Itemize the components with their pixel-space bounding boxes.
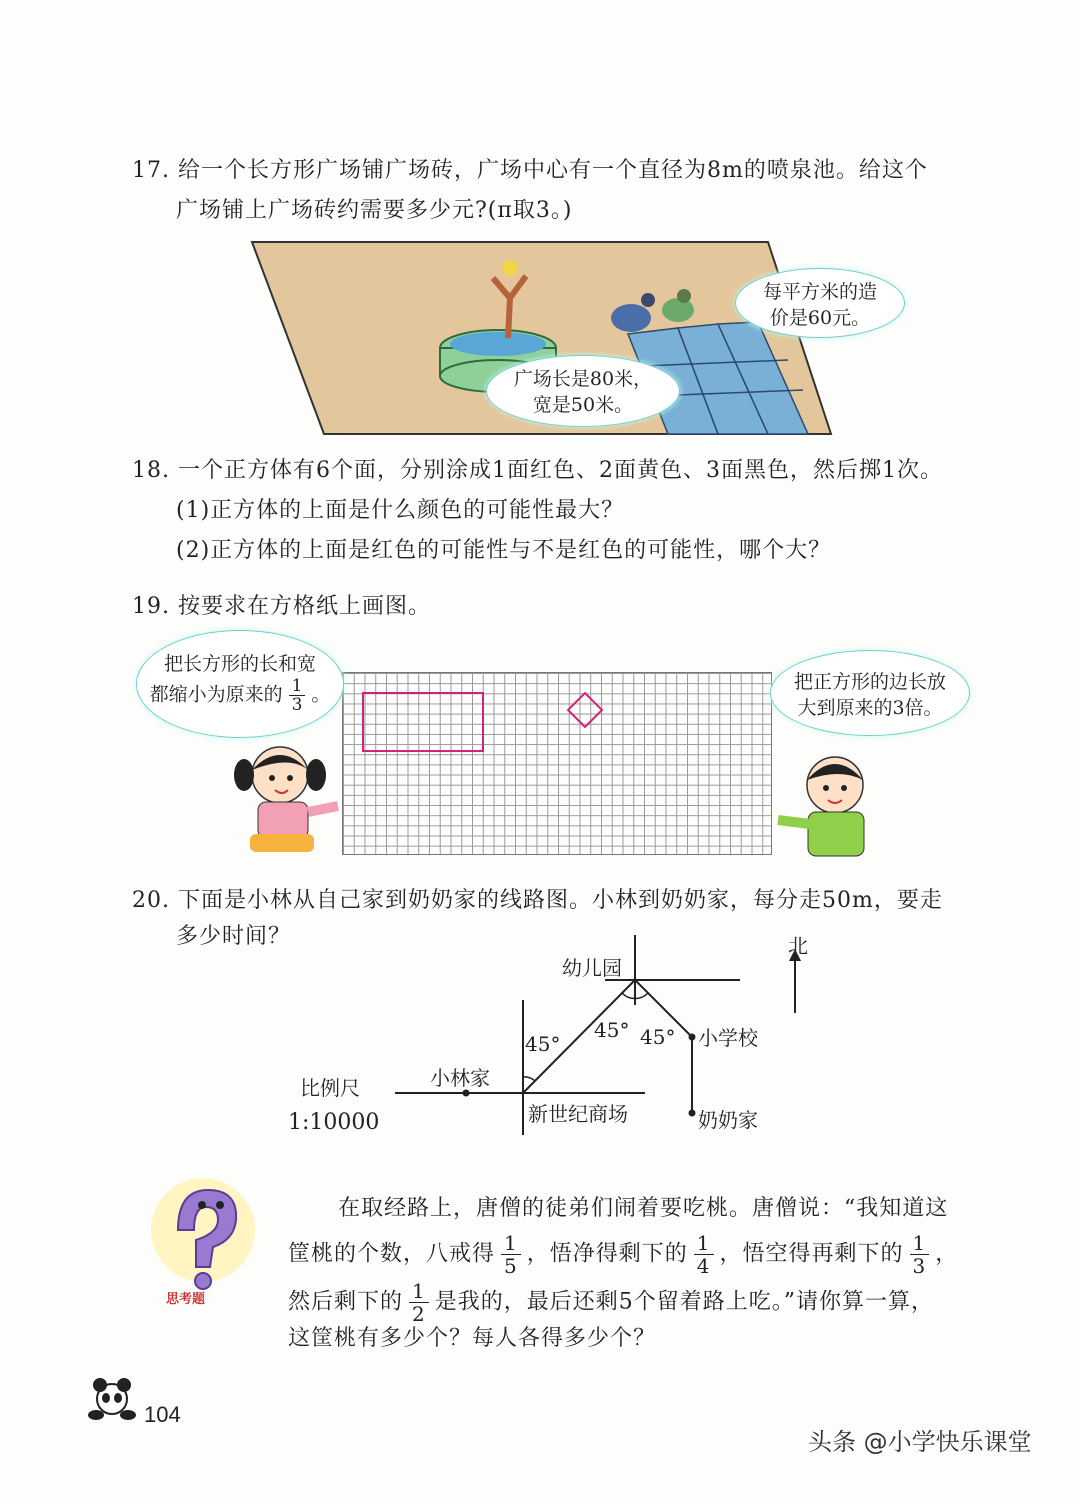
- fraction-1: $\frac{1}{5}$: [501, 1232, 521, 1277]
- angle-right: 45°: [640, 1025, 676, 1049]
- school-label: 小学校: [698, 1026, 758, 1050]
- boy-illustration: [770, 750, 885, 860]
- think-line3: 然后剩下的 $\frac{1}{2}$ 是我的，最后还剩5个留着路上吃。”请你算一算，: [288, 1279, 934, 1326]
- angle-middle: 45°: [594, 1018, 630, 1042]
- q17-line2: 广场铺上广场砖约需要多少元?(π取3。): [176, 198, 573, 223]
- kindergarten-label: 幼儿园: [562, 956, 622, 980]
- bubble-right: [770, 650, 970, 736]
- home-label: 小林家: [430, 1066, 490, 1090]
- fraction-one-third: $\frac{1}{3}$: [289, 677, 306, 714]
- bubble-price-line1: 每平方米的造: [762, 281, 877, 303]
- bubble-left: [136, 630, 344, 738]
- bubble-size-line2: 宽是50米。: [532, 394, 634, 416]
- scale-value: 1:10000: [288, 1110, 380, 1135]
- q18-line1: 18. 一个正方体有6个面，分别涂成1面红色、2面黄色、3面黑色，然后掷1次。: [132, 458, 943, 483]
- mall-label: 新世纪商场: [528, 1102, 628, 1126]
- bubble-size-line1: 广场长是80米，: [513, 368, 653, 390]
- q20-line2: 多少时间？: [176, 924, 292, 949]
- bubble-right-line1: 把正方形的边长放: [793, 671, 946, 693]
- q18-sub2: (2)正方体的上面是红色的可能性与不是红色的可能性，哪个大？: [176, 538, 832, 563]
- think-line4: 这筐桃有多少个？每人各得多少个？: [288, 1326, 657, 1351]
- bubble-left-line1: 把长方形的长和宽: [163, 653, 316, 675]
- think-line1: 在取经路上，唐僧的徒弟们闹着要吃桃。唐僧说：“我知道这: [338, 1196, 949, 1221]
- bubble-left-line2: 都缩小为原来的 $\frac{1}{3}$ 。: [149, 676, 331, 715]
- north-label: 北: [788, 934, 808, 958]
- fraction-4: $\frac{1}{2}$: [409, 1280, 429, 1325]
- q17-line1: 17. 给一个长方形广场铺广场砖，广场中心有一个直径为8m的喷泉池。给这个: [132, 158, 928, 183]
- bubble-price: [735, 268, 905, 338]
- bubble-left-text: 都缩小为原来的: [149, 683, 283, 706]
- girl-illustration: [230, 740, 345, 860]
- scale-label: 比例尺: [300, 1076, 360, 1100]
- q18-sub1: (1)正方体的上面是什么颜色的可能性最大？: [176, 498, 625, 523]
- watermark: 头条 @小学快乐课堂: [808, 1428, 1032, 1456]
- think-badge: 思考题: [166, 1292, 206, 1307]
- fraction-2: $\frac{1}{4}$: [694, 1232, 714, 1277]
- page-number: 104: [144, 1402, 181, 1427]
- rectangle-shape: [362, 692, 484, 752]
- think-line2: 筐桃的个数，八戒得 $\frac{1}{5}$ ，悟净得剩下的 $\frac{1}{4}$ ，悟空得再剩下的 $\frac{1}{3}$ ，: [288, 1231, 959, 1278]
- bubble-size: [486, 355, 680, 427]
- bubble-right-line2: 大到原来的3倍。: [797, 697, 943, 719]
- fraction-3: $\frac{1}{3}$: [910, 1232, 930, 1277]
- q20-line1: 20. 下面是小林从自己家到奶奶家的线路图。小林到奶奶家，每分走50m，要走: [132, 888, 943, 913]
- panda-icon: [88, 1375, 136, 1423]
- question-mark-icon: [148, 1175, 258, 1305]
- q19-line1: 19. 按要求在方格纸上画图。: [132, 594, 431, 619]
- bubble-price-line2: 价是60元。: [769, 307, 871, 329]
- angle-left: 45°: [525, 1032, 561, 1056]
- grandma-label: 奶奶家: [698, 1108, 758, 1132]
